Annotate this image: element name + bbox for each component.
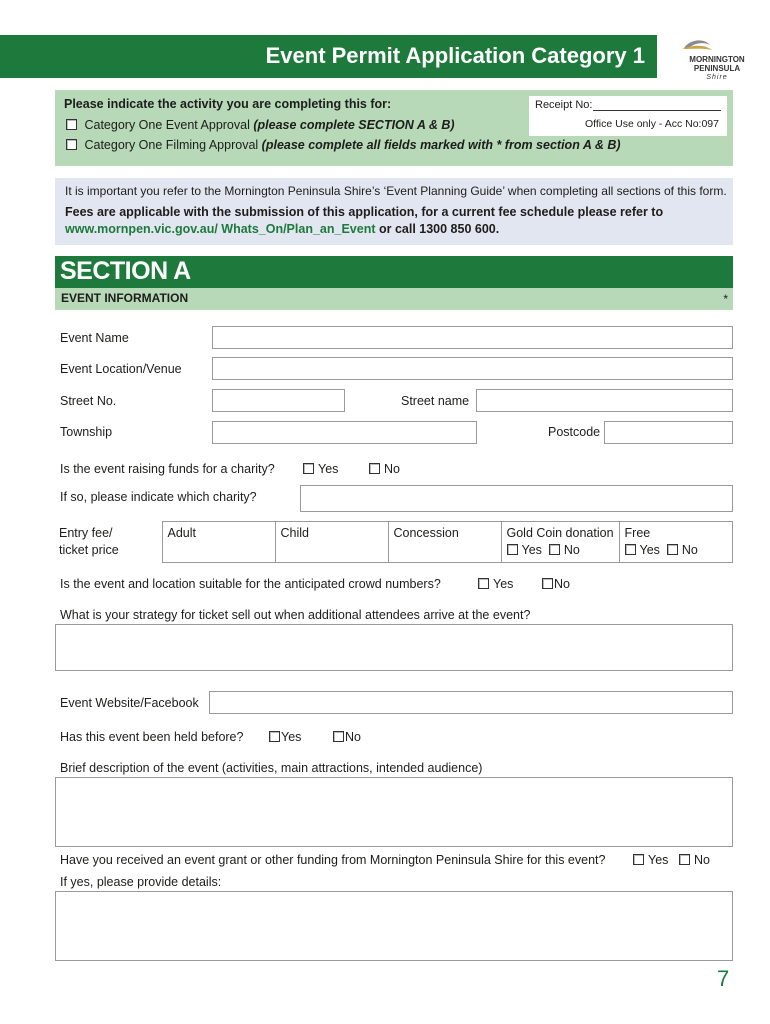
checkbox-icon[interactable] xyxy=(333,731,344,742)
gold-coin-cell xyxy=(501,522,619,563)
option-label: Category One Filming Approval xyxy=(84,138,259,152)
website-label: Event Website/Facebook xyxy=(60,696,199,710)
strategy-question: What is your strategy for ticket sell out when additional attendees arrive at the event? xyxy=(60,608,531,622)
guide-info-box xyxy=(55,178,733,245)
checkbox-icon[interactable] xyxy=(369,463,380,474)
no-label: No xyxy=(345,730,361,744)
office-use-box xyxy=(529,96,727,136)
charity-no-option[interactable] xyxy=(369,462,400,476)
held-before-yes-option[interactable] xyxy=(269,730,301,744)
postcode-field[interactable] xyxy=(604,421,733,444)
crowd-question: Is the event and location suitable for the anticipated crowd numbers? xyxy=(60,577,441,591)
grant-yes-option[interactable] xyxy=(633,853,668,867)
charity-yes-option[interactable] xyxy=(303,462,338,476)
child-label: Child xyxy=(280,526,309,540)
crowd-yes-option[interactable] xyxy=(478,577,513,591)
checkbox-icon[interactable] xyxy=(66,139,77,150)
guide-link[interactable]: www.mornpen.vic.gov.au/ Whats_On/Plan_an_Event xyxy=(65,222,376,236)
section-subtitle: EVENT INFORMATION xyxy=(61,291,189,305)
option-note: (please complete SECTION A & B) xyxy=(253,118,455,132)
child-fee-cell[interactable] xyxy=(275,522,388,563)
free-cell xyxy=(619,522,732,563)
guide-line-3: or call 1300 850 600. xyxy=(378,222,500,236)
held-before-question: Has this event been held before? xyxy=(60,730,244,744)
guide-line-2: Fees are applicable with the submission of this application, for a current fee schedule please refer to xyxy=(65,205,664,219)
shire-logo xyxy=(664,36,770,80)
gold-coin-no-option[interactable] xyxy=(549,543,580,557)
street-name-field[interactable] xyxy=(476,389,733,412)
street-name-label: Street name xyxy=(401,394,470,408)
strategy-field[interactable] xyxy=(55,624,733,671)
checkbox-icon[interactable] xyxy=(625,544,636,555)
concession-fee-cell[interactable] xyxy=(388,522,501,563)
no-label: No xyxy=(554,577,570,591)
website-field[interactable] xyxy=(209,691,733,714)
charity-which-field[interactable] xyxy=(300,485,733,512)
gold-coin-yes-option[interactable] xyxy=(507,543,542,557)
checkbox-icon[interactable] xyxy=(542,578,553,589)
adult-fee-cell[interactable] xyxy=(162,522,275,563)
yes-label: Yes xyxy=(281,730,302,744)
checkbox-icon[interactable] xyxy=(679,854,690,865)
description-field[interactable] xyxy=(55,777,733,847)
yes-label: Yes xyxy=(521,543,542,557)
page-title: Event Permit Application Category 1 xyxy=(265,43,645,68)
township-field[interactable] xyxy=(212,421,477,444)
receipt-line[interactable] xyxy=(593,110,721,111)
option-note: (please complete all fields marked with * from section A & B) xyxy=(261,138,621,152)
yes-label: Yes xyxy=(493,577,514,591)
yes-label: Yes xyxy=(639,543,660,557)
free-no-option[interactable] xyxy=(667,543,698,557)
grant-details-field[interactable] xyxy=(55,891,733,961)
fee-label-line: ticket price xyxy=(59,542,119,557)
checkbox-icon[interactable] xyxy=(667,544,678,555)
checkbox-icon[interactable] xyxy=(66,119,77,130)
charity-question: Is the event raising funds for a charity? xyxy=(60,462,275,476)
free-yes-option[interactable] xyxy=(625,543,660,557)
adult-label: Adult xyxy=(167,526,196,540)
event-name-label: Event Name xyxy=(60,331,129,345)
checkbox-icon[interactable] xyxy=(633,854,644,865)
checkbox-icon[interactable] xyxy=(478,578,489,589)
event-name-field[interactable] xyxy=(212,326,733,349)
receipt-label: Receipt No: xyxy=(535,99,593,111)
required-asterisk: * xyxy=(723,292,728,306)
township-label: Township xyxy=(60,425,113,439)
checkbox-icon[interactable] xyxy=(303,463,314,474)
event-location-label: Event Location/Venue xyxy=(60,362,182,376)
section-subtitle-bar xyxy=(55,288,733,310)
no-label: No xyxy=(384,462,400,476)
postcode-label: Postcode xyxy=(548,425,601,439)
title-bar xyxy=(0,35,657,78)
logo-text-3: Shire xyxy=(706,74,728,81)
charity-which-label: If so, please indicate which charity? xyxy=(60,490,257,504)
grant-details-label: If yes, please provide details: xyxy=(60,875,222,889)
page-number: 7 xyxy=(717,966,730,991)
crowd-no-option[interactable] xyxy=(542,577,570,591)
logo-text-2: PENINSULA xyxy=(693,64,741,73)
street-no-label: Street No. xyxy=(60,394,117,408)
no-label: No xyxy=(681,543,698,557)
no-label: No xyxy=(694,853,710,867)
option-label: Category One Event Approval xyxy=(84,118,250,132)
gold-coin-label: Gold Coin donation xyxy=(506,526,614,540)
event-location-field[interactable] xyxy=(212,357,733,380)
logo-text-1: MORNINGTON xyxy=(689,55,745,64)
checkbox-icon[interactable] xyxy=(549,544,560,555)
held-before-no-option[interactable] xyxy=(333,730,361,744)
concession-label: Concession xyxy=(393,526,459,540)
entry-fee-table xyxy=(55,521,733,563)
option-event-approval[interactable] xyxy=(66,118,455,132)
grant-question: Have you received an event grant or other funding from Mornington Peninsula Shire for this event? xyxy=(60,853,606,867)
office-note: Office Use only - Acc No:097 xyxy=(584,118,719,130)
option-filming-approval[interactable] xyxy=(66,138,621,152)
street-no-field[interactable] xyxy=(212,389,345,412)
fee-label-line: Entry fee/ xyxy=(59,525,113,540)
checkbox-icon[interactable] xyxy=(507,544,518,555)
free-label: Free xyxy=(624,526,651,540)
checkbox-icon[interactable] xyxy=(269,731,280,742)
section-a-bar xyxy=(55,256,733,288)
guide-line-1: It is important you refer to the Mornington Peninsula Shire’s ‘Event Planning Guide’ when completing all sections of this form. xyxy=(65,184,727,198)
section-title: SECTION A xyxy=(60,257,191,285)
yes-label: Yes xyxy=(318,462,339,476)
no-label: No xyxy=(563,543,580,557)
activity-prompt: Please indicate the activity you are completing this for: xyxy=(64,97,392,111)
yes-label: Yes xyxy=(648,853,669,867)
entry-fee-label xyxy=(55,522,162,563)
grant-no-option[interactable] xyxy=(679,853,710,867)
description-question: Brief description of the event (activities, main attractions, intended audience) xyxy=(60,761,483,775)
